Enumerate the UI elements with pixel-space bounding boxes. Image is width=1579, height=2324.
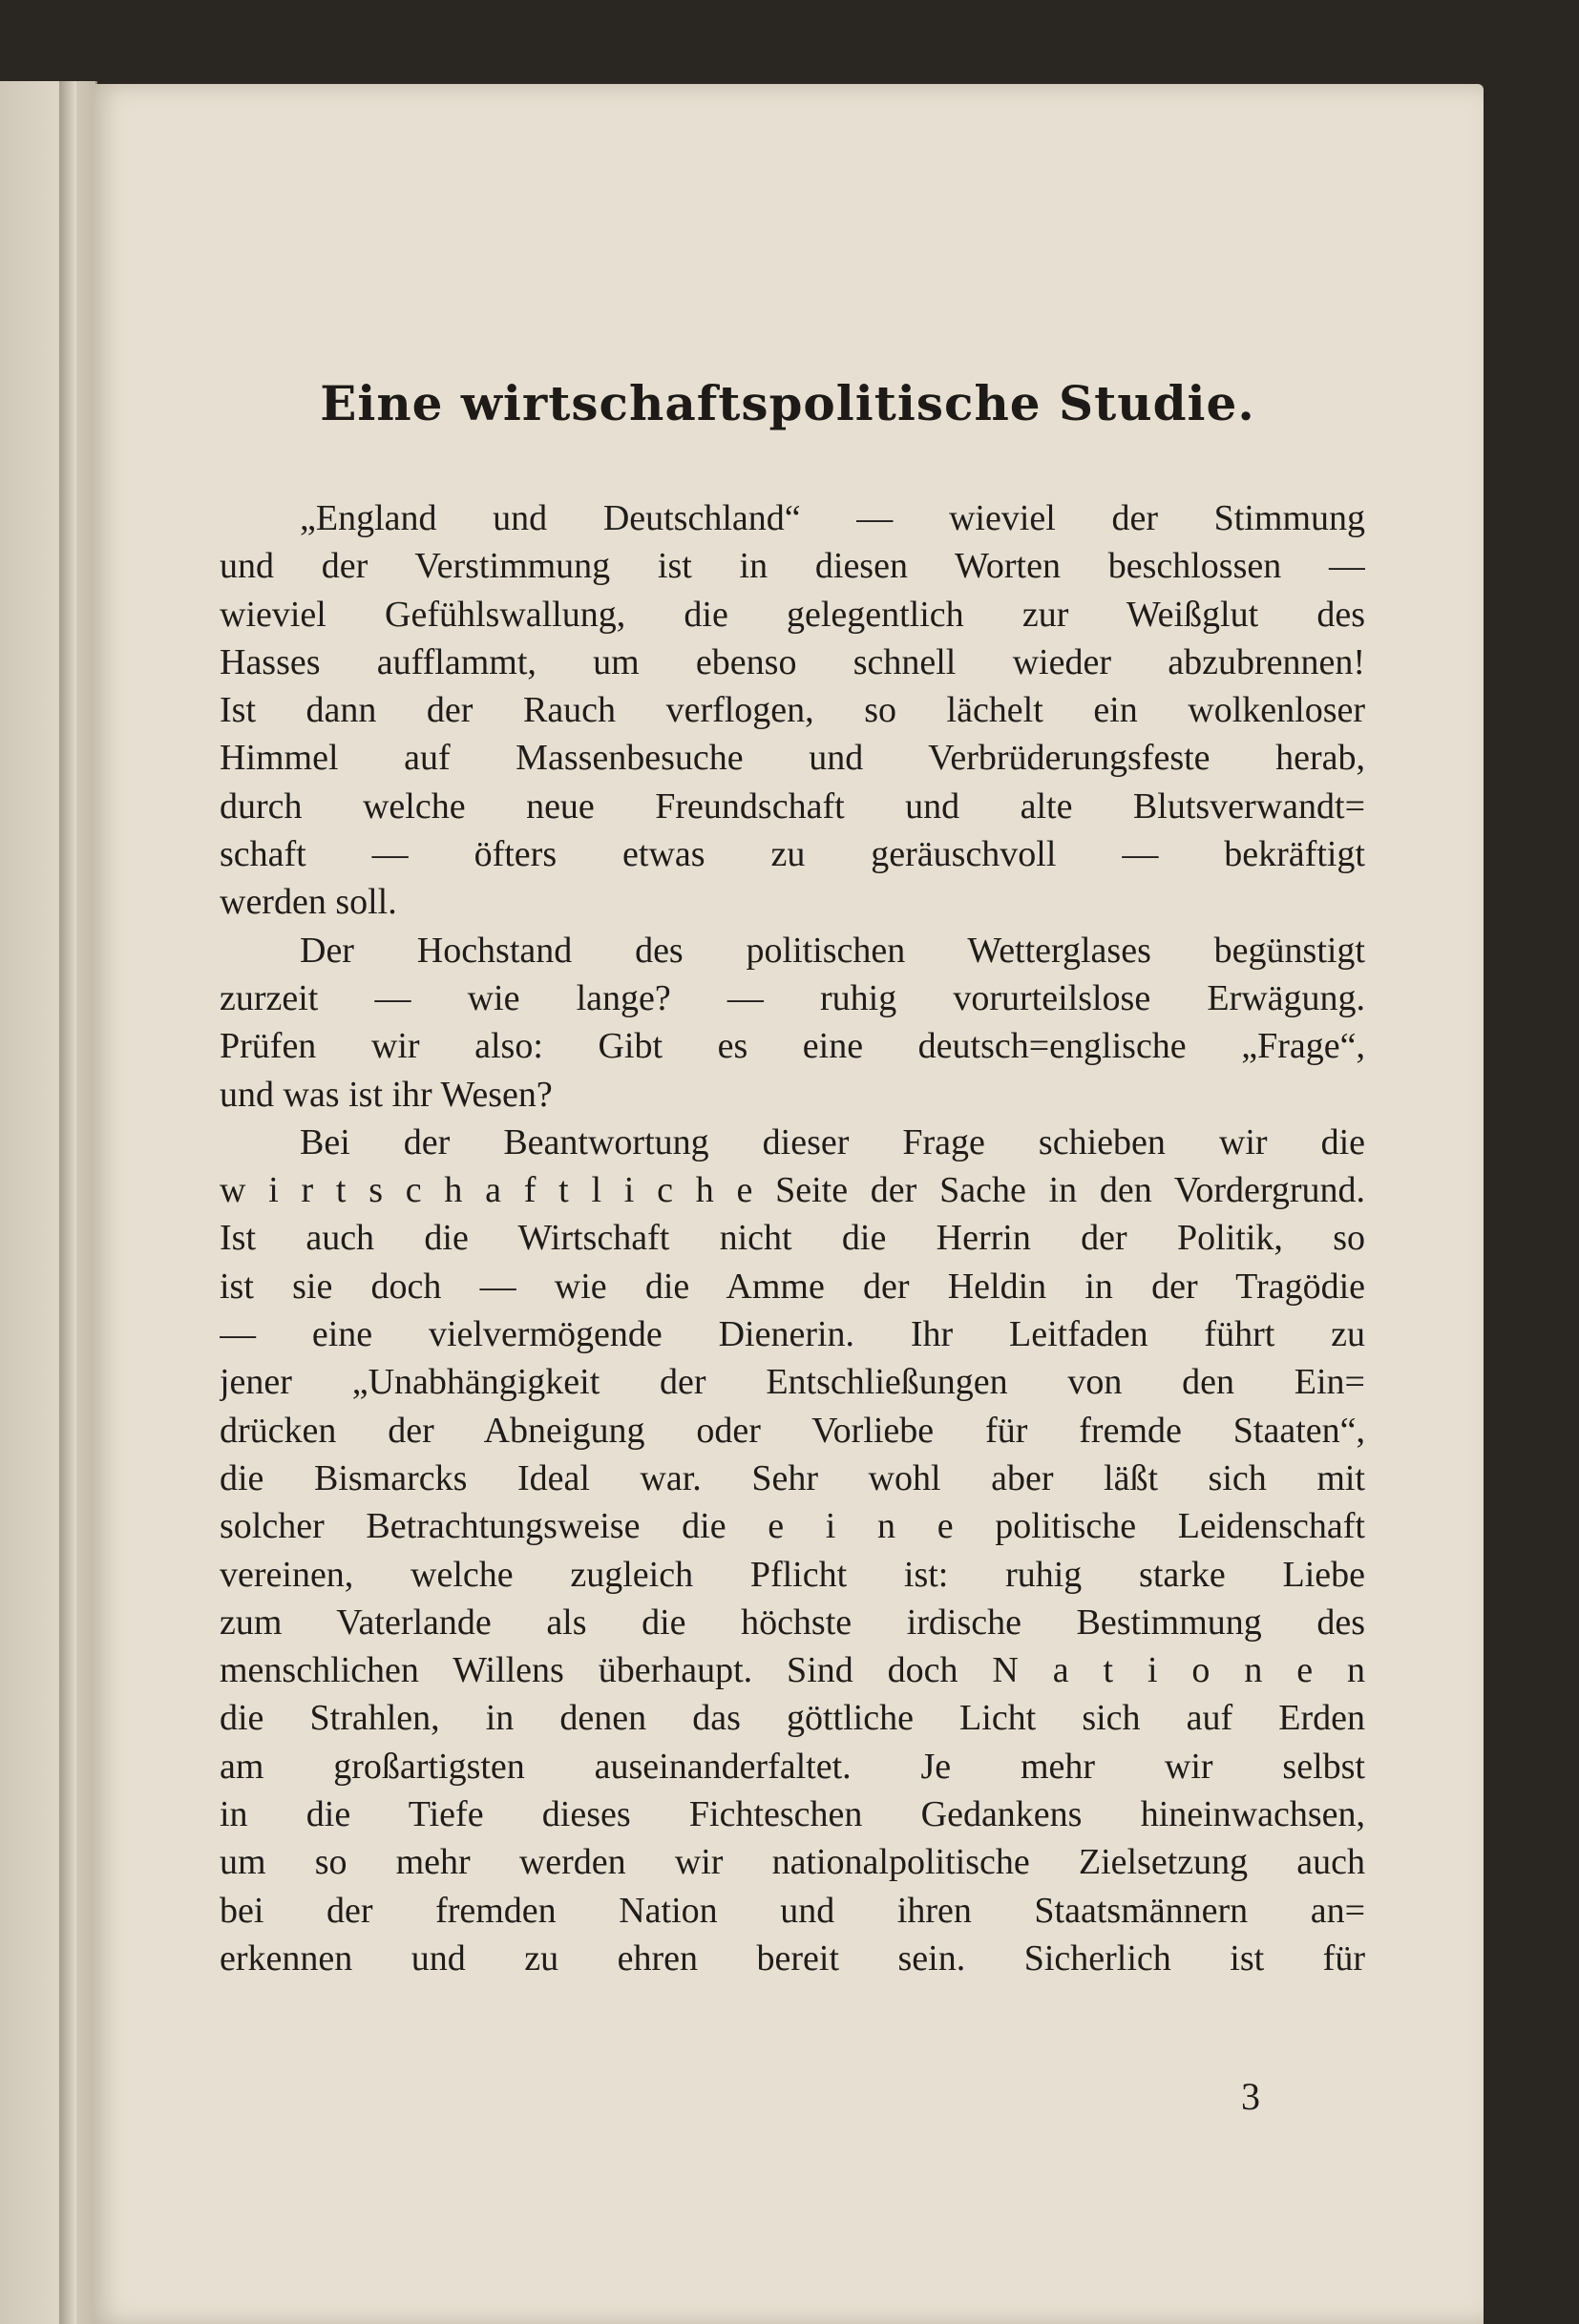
text-line: zurzeit — wie lange? — ruhig vorurteilslose Erwägung.: [220, 977, 1365, 1018]
text-line: um so mehr werden wir nationalpolitische Zielsetzung auch: [220, 1842, 1365, 1883]
text-line: die Strahlen, in denen das göttliche Licht sich auf Erden: [220, 1698, 1365, 1739]
text-line: jener „Unabhängigkeit der Entschließungen von den Ein=: [220, 1362, 1365, 1403]
text-line: Hasses aufflammt, um ebenso schnell wieder abzubrennen!: [220, 641, 1365, 682]
text-line: Bei der Beantwortung dieser Frage schieben wir die: [300, 1121, 1365, 1162]
text-line: „England und Deutschland“ — wieviel der Stimmung: [300, 498, 1365, 538]
text-line: — eine vielvermögende Dienerin. Ihr Leitfaden führt zu: [220, 1314, 1365, 1355]
text-line: solcher Betrachtungsweise die e i n e politische Leidenschaft: [220, 1506, 1365, 1547]
text-line: werden soll.: [220, 882, 397, 923]
text-line: am großartigsten auseinanderfaltet. Je mehr wir selbst: [220, 1746, 1365, 1787]
text-line: und was ist ihr Wesen?: [220, 1074, 553, 1115]
text-line: Himmel auf Massenbesuche und Verbrüderungsfeste herab,: [220, 738, 1365, 779]
text-line: Ist dann der Rauch verflogen, so lächelt ein wolkenloser: [220, 690, 1365, 731]
left-page-edge: [0, 81, 97, 2324]
text-line: Prüfen wir also: Gibt es eine deutsch=englische „Frage“,: [220, 1026, 1365, 1067]
text-line: ist sie doch — wie die Amme der Heldin in der Tragödie: [220, 1266, 1365, 1307]
text-line: erkennen und zu ehren bereit sein. Sicherlich ist für: [220, 1937, 1365, 1979]
text-line: wieviel Gefühlswallung, die gelegentlich zur Weißglut des: [220, 594, 1365, 635]
text-line: Der Hochstand des politischen Wetterglases begünstigt: [300, 930, 1365, 971]
text-line: Ist auch die Wirtschaft nicht die Herrin der Politik, so: [220, 1218, 1365, 1259]
book-page: [92, 84, 1484, 2324]
text-line: schaft — öfters etwas zu geräuschvoll — bekräftigt: [220, 834, 1365, 875]
text-line: w i r t s c h a f t l i c h e Seite der Sache in den Vordergrund.: [220, 1170, 1365, 1211]
text-line: bei der fremden Nation und ihren Staatsmännern an=: [220, 1890, 1365, 1931]
text-line: die Bismarcks Ideal war. Sehr wohl aber läßt sich mit: [220, 1457, 1365, 1498]
text-line: in die Tiefe dieses Fichteschen Gedankens hineinwachsen,: [220, 1794, 1365, 1835]
text-line: menschlichen Willens überhaupt. Sind doch N a t i o n e n: [220, 1650, 1365, 1691]
body-text: [220, 494, 1365, 1982]
text-line: zum Vaterlande als die höchste irdische Bestimmung des: [220, 1602, 1365, 1643]
page-title: Eine wirtschaftspolitische Studie.: [320, 375, 1255, 431]
text-line: vereinen, welche zugleich Pflicht ist: ruhig starke Liebe: [220, 1554, 1365, 1595]
text-line: durch welche neue Freundschaft und alte Blutsverwandt=: [220, 785, 1365, 827]
text-line: und der Verstimmung ist in diesen Worten beschlossen —: [220, 546, 1365, 587]
book-gutter: [59, 81, 76, 2324]
page-number: 3: [1241, 2075, 1260, 2118]
text-line: drücken der Abneigung oder Vorliebe für fremde Staaten“,: [220, 1410, 1365, 1451]
